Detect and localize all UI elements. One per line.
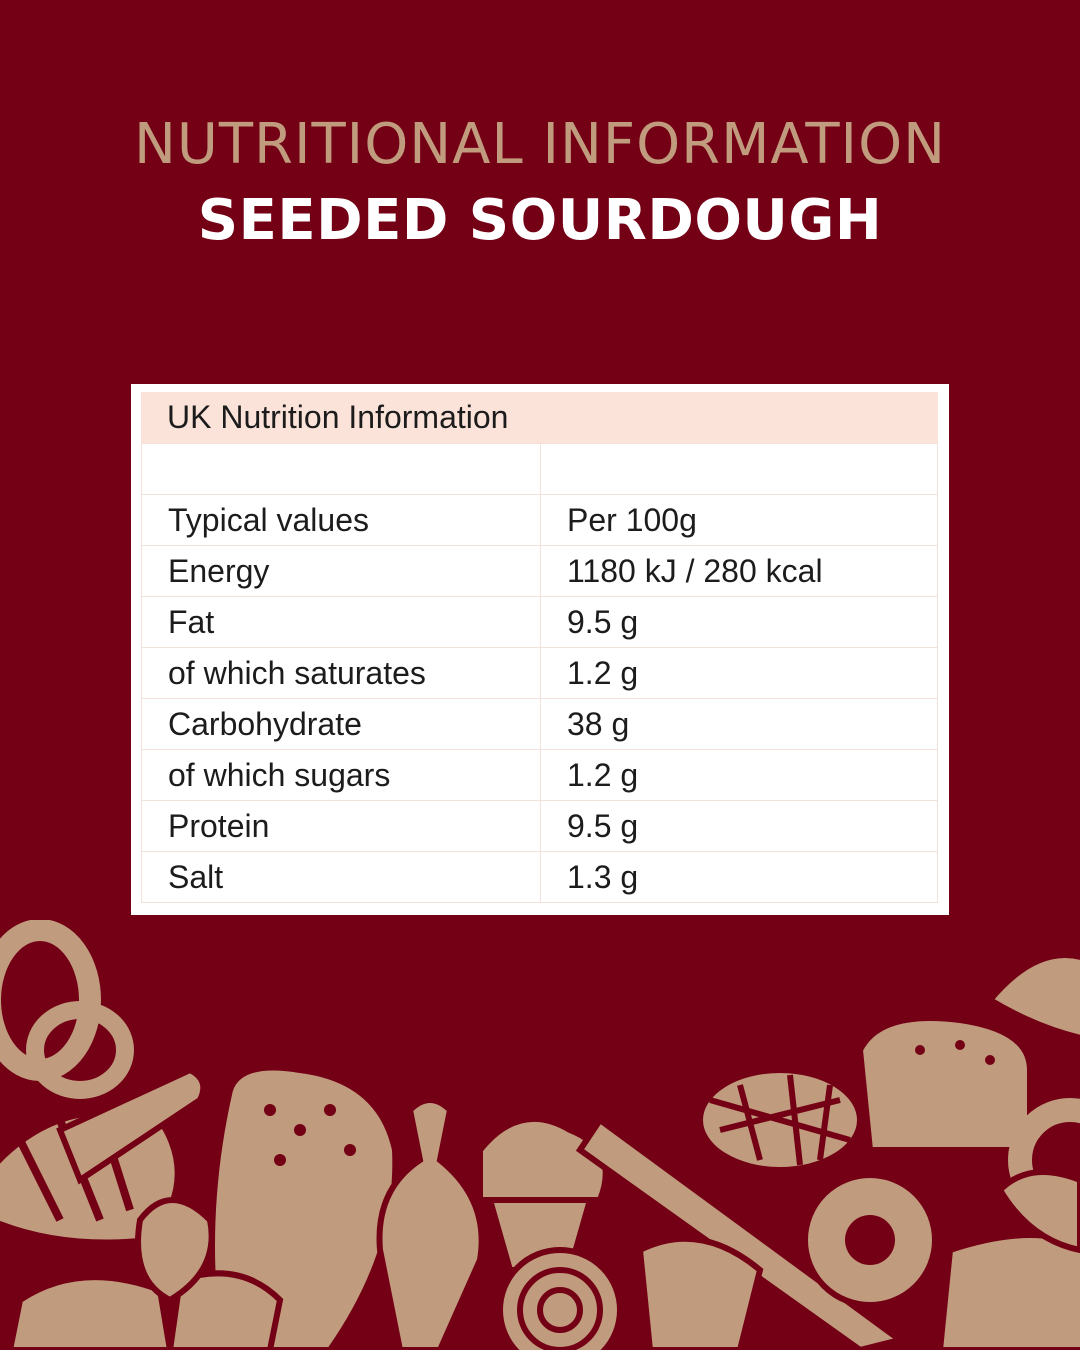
row-value: Per 100g bbox=[541, 495, 938, 546]
row-label: Energy bbox=[142, 546, 541, 597]
table-row bbox=[142, 597, 938, 648]
nutrition-card bbox=[131, 384, 949, 915]
row-label: of which saturates bbox=[142, 648, 541, 699]
row-label: Carbohydrate bbox=[142, 699, 541, 750]
row-label: of which sugars bbox=[142, 750, 541, 801]
table-row bbox=[142, 546, 938, 597]
table-row bbox=[142, 648, 938, 699]
row-value: 9.5 g bbox=[541, 597, 938, 648]
row-value: 1.3 g bbox=[541, 852, 938, 903]
row-value: 38 g bbox=[541, 699, 938, 750]
table-row bbox=[142, 852, 938, 903]
table-row bbox=[142, 750, 938, 801]
table-row bbox=[142, 699, 938, 750]
product-name: SEEDED SOURDOUGH bbox=[197, 188, 883, 253]
row-label: Protein bbox=[142, 801, 541, 852]
row-label: Salt bbox=[142, 852, 541, 903]
row-label: Typical values bbox=[142, 495, 541, 546]
row-label bbox=[142, 444, 541, 495]
table-row bbox=[142, 444, 938, 495]
row-value: 9.5 g bbox=[541, 801, 938, 852]
row-value: 1180 kJ / 280 kcal bbox=[541, 546, 938, 597]
row-value bbox=[541, 444, 938, 495]
table-row bbox=[142, 801, 938, 852]
nutrition-table bbox=[141, 443, 938, 903]
row-value: 1.2 g bbox=[541, 750, 938, 801]
row-value: 1.2 g bbox=[541, 648, 938, 699]
bakery-illustration-icon bbox=[0, 920, 1080, 1350]
table-caption: UK Nutrition Information bbox=[141, 392, 938, 443]
row-label: Fat bbox=[142, 597, 541, 648]
table-row bbox=[142, 495, 938, 546]
page-title: NUTRITIONAL INFORMATION bbox=[133, 112, 947, 177]
